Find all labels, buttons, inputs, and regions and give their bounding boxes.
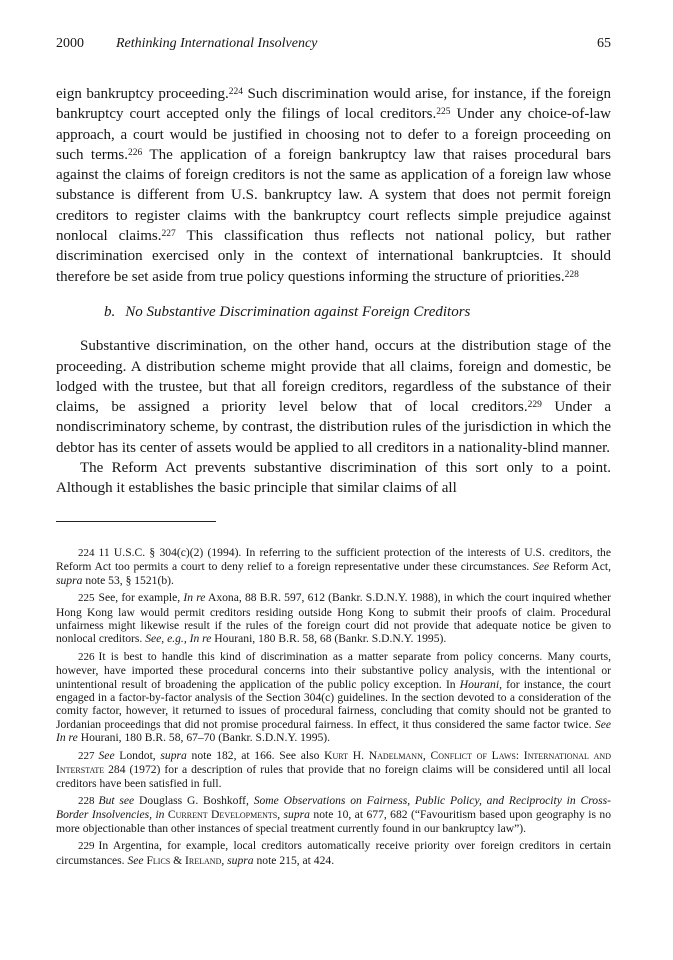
footnote-number: 224 [78,547,95,559]
paragraph-3: The Reform Act prevents substantive discrimination of this sort only to a point. Although it establishes the basic principle that similar claims of all [56,460,611,497]
footnote-number: 229 [78,840,95,853]
footnote-225: 225 See, for example, In re Axona, 88 B.R. 597, 612 (Bankr. S.D.N.Y. 1988), in which the court inquired whether Hong Kong law would permit creditors residing outside Hong Kong to submit their proofs of claim. Procedural unfairness might likewise result if the rules of the foreign court did not provide that adequate notice be given to nonlocal creditors. See, e.g., In re Hourani, 180 B.R. 58, 68 (Bankr. S.D.N.Y. 1995). [56,591,611,646]
footnote-227: 227 See Londot, supra note 182, at 166. See also Kurt H. Nadelmann, Conflict of Laws: International and Interstate 284 (1972) for a description of rules that provide that no foreign claims will be considered until all local creditors have been satisfied in full. [56,748,611,790]
footnote-224: 224 11 U.S.C. § 304(c)(2) (1994). In referring to the sufficient protection of the interests of U.S. creditors, the Reform Act too permits a court to deny relief to a foreign representative under these circumstances. See Reform Act, supra note 53, § 1521(b). [56,546,611,587]
footnote-ref-226[interactable]: 226 [128,147,143,158]
footnote-226: 226 It is best to handle this kind of discrimination as a matter separate from policy concerns. Many courts, however, have imported these procedural concerns into their substantive policy analysis, with the intentional or unintentional result of broadening the application of the public policy exception. In Hourani, for instance, the court engaged in a factor-by-factor analysis of the Section 304(c) guidelines. In the section devoted to a consideration of the comity factor, however, it returned to issues of procedural fairness, concluding that comity should not be granted to Jordanian proceedings that did not promise procedural fairness. In effect, it thus considered the same factor twice. See In re Hourani, 180 B.R. 58, 67–70 (Bankr. S.D.N.Y. 1995). [56,649,611,745]
footnotes [56,546,611,871]
header-year: 2000 [56,36,84,51]
footnote-229: 229 In Argentina, for example, local creditors automatically receive priority over foreign creditors in certain circumstances. See Flics & Ireland, supra note 215, at 424. [56,839,611,867]
subheading-letter: b. [104,303,116,320]
header-page-number: 65 [597,36,611,51]
body-text [56,84,611,499]
header-running-title: Rethinking International Insolvency [116,36,318,51]
footnote-228: 228 But see Douglass G. Boshkoff, Some Observations on Fairness, Public Policy, and Reciprocity in Cross-Border Insolvencies, in Current Developments, supra note 10, at 677, 682 (“Favouritism based upon geography is no more objectionable than other instances of special treatment currently found in our bankruptcy law”). [56,793,611,835]
footnote-ref-229[interactable]: 229 [527,400,542,411]
paragraph-1: eign bankruptcy proceeding.$^{224}$ Such discrimination would arise, for instance, if the foreign bankruptcy court accepted only the filings of local creditors.$^{225}$ Under any choice-of-law approach, a court would be justified in choosing not to defer to a foreign proceeding on such terms.$^{226}$ The application of a foreign bankruptcy law that raises procedural bars against the claims of foreign creditors is not the same as application of a foreign law whose substance is different from U.S. bankruptcy law. A system that does not permit foreign creditors to register claims with the bankruptcy court reflects simple prejudice against nonlocal claims.$^{227}$ This classification thus reflects not national policy, but rather discrimination exercised only in the context of international bankruptcies. It should therefore be set aside from true policy questions informing the structure of priorities.$^{228}$ [56,86,611,285]
footnote-number: 228 [78,794,95,807]
footnote-number: 226 [78,650,95,663]
footnote-divider [56,521,216,522]
footnote-number: 227 [78,749,95,762]
footnote-ref-227[interactable]: 227 [161,229,176,240]
subheading-title: No Substantive Discrimination against Foreign Creditors [125,303,471,320]
footnote-ref-225[interactable]: 225 [436,107,451,118]
section-subheading [104,302,611,322]
paragraph-2: Substantive discrimination, on the other hand, occurs at the distribution stage of the proceeding. A distribution scheme might provide that all claims, foreign and domestic, be lodged with the trustee, but that all foreign creditors, regardless of the substance of their claims, be assigned a priority level below that of local creditors.$^{229}$ Under a nondiscriminatory scheme, by contrast, the distribution rules of the jurisdiction in which the debtor has its center of assets would be applied to all creditors in a nationality-blind manner. [56,338,611,456]
footnote-ref-224[interactable]: 224 [228,87,243,97]
footnote-ref-228[interactable]: 228 [564,269,579,280]
footnote-number: 225 [78,592,95,605]
